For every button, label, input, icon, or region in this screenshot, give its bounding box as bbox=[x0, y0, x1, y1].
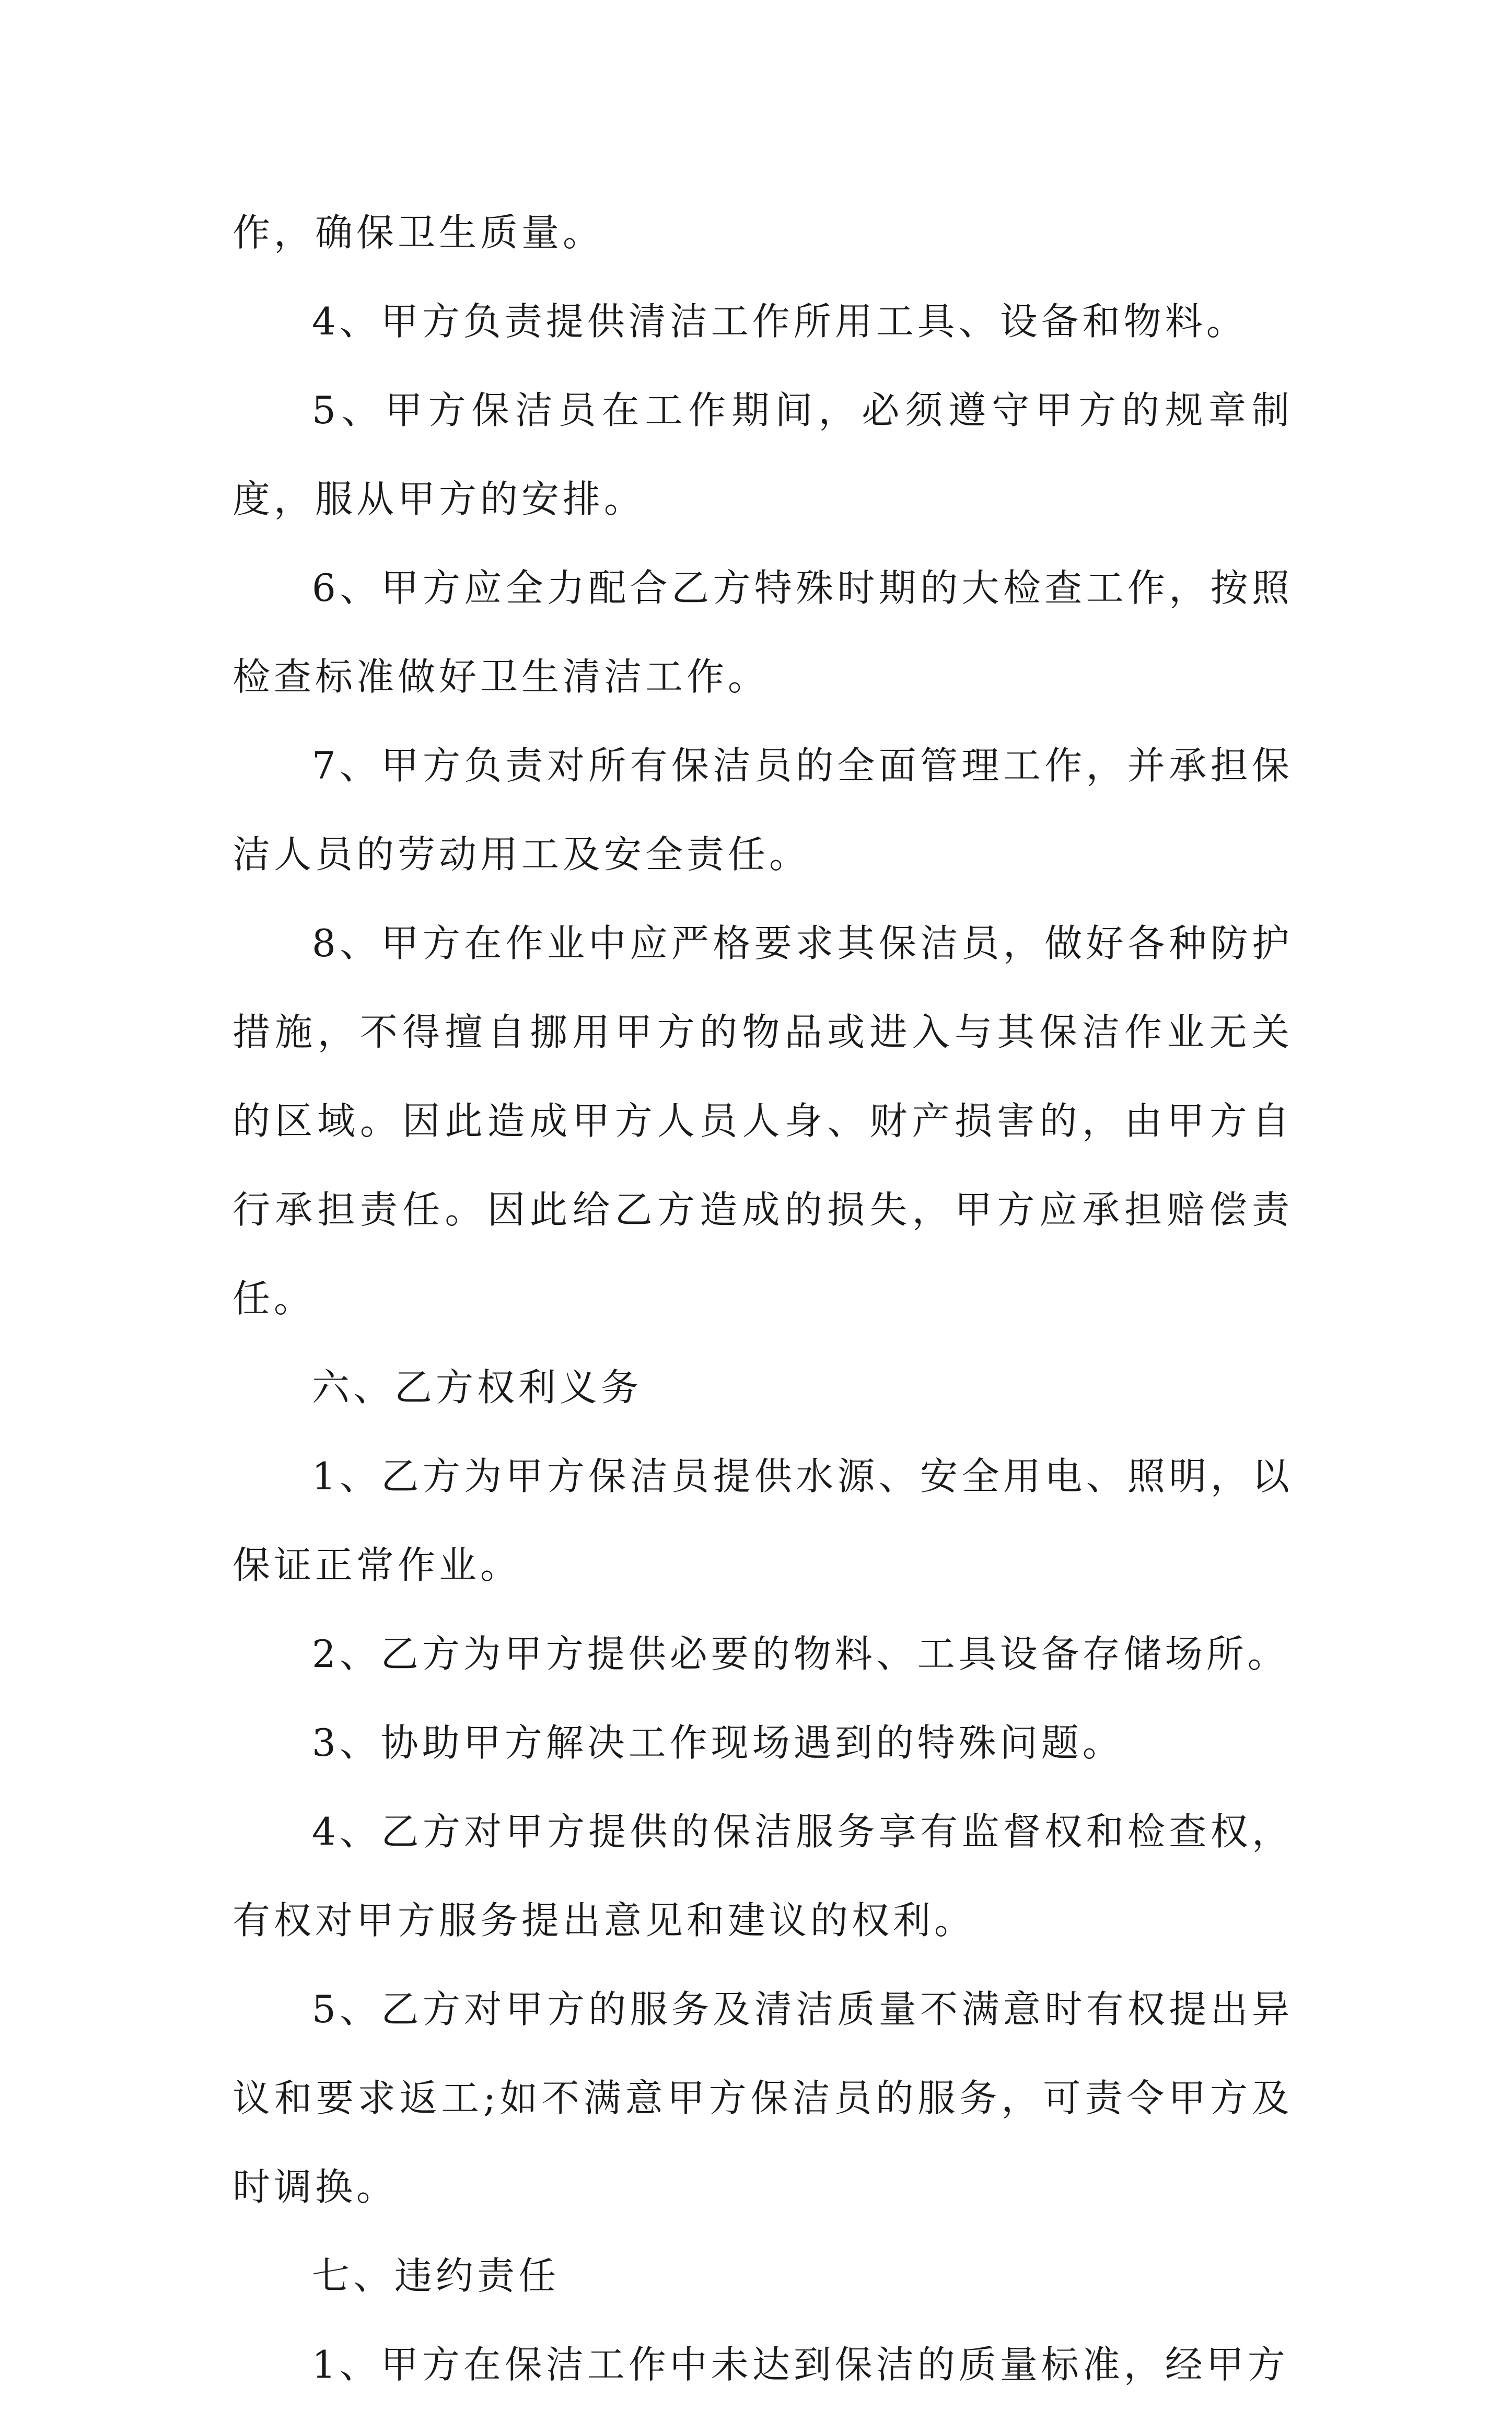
paragraph-b-item-3-assist: 3、协助甲方解决工作现场遇到的特殊问题。 bbox=[312, 1721, 1124, 1765]
paragraph-b-item-2-storage: 2、乙方为甲方提供必要的物料、工具设备存储场所。 bbox=[312, 1632, 1289, 1676]
paragraph-item-8-protection: 8、甲方在作业中应严格要求其保洁员，做好各种防护措施，不得擅自挪用甲方的物品或进入与其保洁作业无关的区域。因此造成甲方人员人身、财产损害的，由甲方自行承担责任。因此给乙方造成的损失，甲方应承担赔偿责任。 bbox=[232, 921, 1293, 1321]
paragraph-item-7-management: 7、甲方负责对所有保洁员的全面管理工作，并承担保洁人员的劳动用工及安全责任。 bbox=[232, 744, 1293, 876]
document-body bbox=[232, 188, 1293, 2409]
paragraph-item-6-inspection: 6、甲方应全力配合乙方特殊时期的大检查工作，按照检查标准做好卫生清洁工作。 bbox=[232, 566, 1293, 699]
paragraph-continuation: 作，确保卫生质量。 bbox=[232, 211, 604, 254]
paragraph-b-item-1-utilities: 1、乙方为甲方保洁员提供水源、安全用电、照明，以保证正常作业。 bbox=[232, 1454, 1293, 1587]
paragraph-b-item-5-objection: 5、乙方对甲方的服务及清洁质量不满意时有权提出异议和要求返工;如不满意甲方保洁员的服务，可责令甲方及时调换。 bbox=[232, 1987, 1293, 2209]
paragraph-item-5-rules: 5、甲方保洁员在工作期间，必须遵守甲方的规章制度，服从甲方的安排。 bbox=[232, 388, 1293, 521]
paragraph-item-4-tools: 4、甲方负责提供清洁工作所用工具、设备和物料。 bbox=[312, 299, 1248, 343]
paragraph-b-item-4-supervision: 4、乙方对甲方提供的保洁服务享有监督权和检查权，有权对甲方服务提出意见和建议的权利。 bbox=[232, 1810, 1293, 1942]
section-heading-party-b-rights: 六、乙方权利义务 bbox=[312, 1365, 643, 1409]
section-heading-breach-liability: 七、违约责任 bbox=[312, 2254, 560, 2298]
paragraph-breach-item-1: 1、甲方在保洁工作中未达到保洁的质量标准，经甲方 bbox=[312, 2343, 1289, 2387]
